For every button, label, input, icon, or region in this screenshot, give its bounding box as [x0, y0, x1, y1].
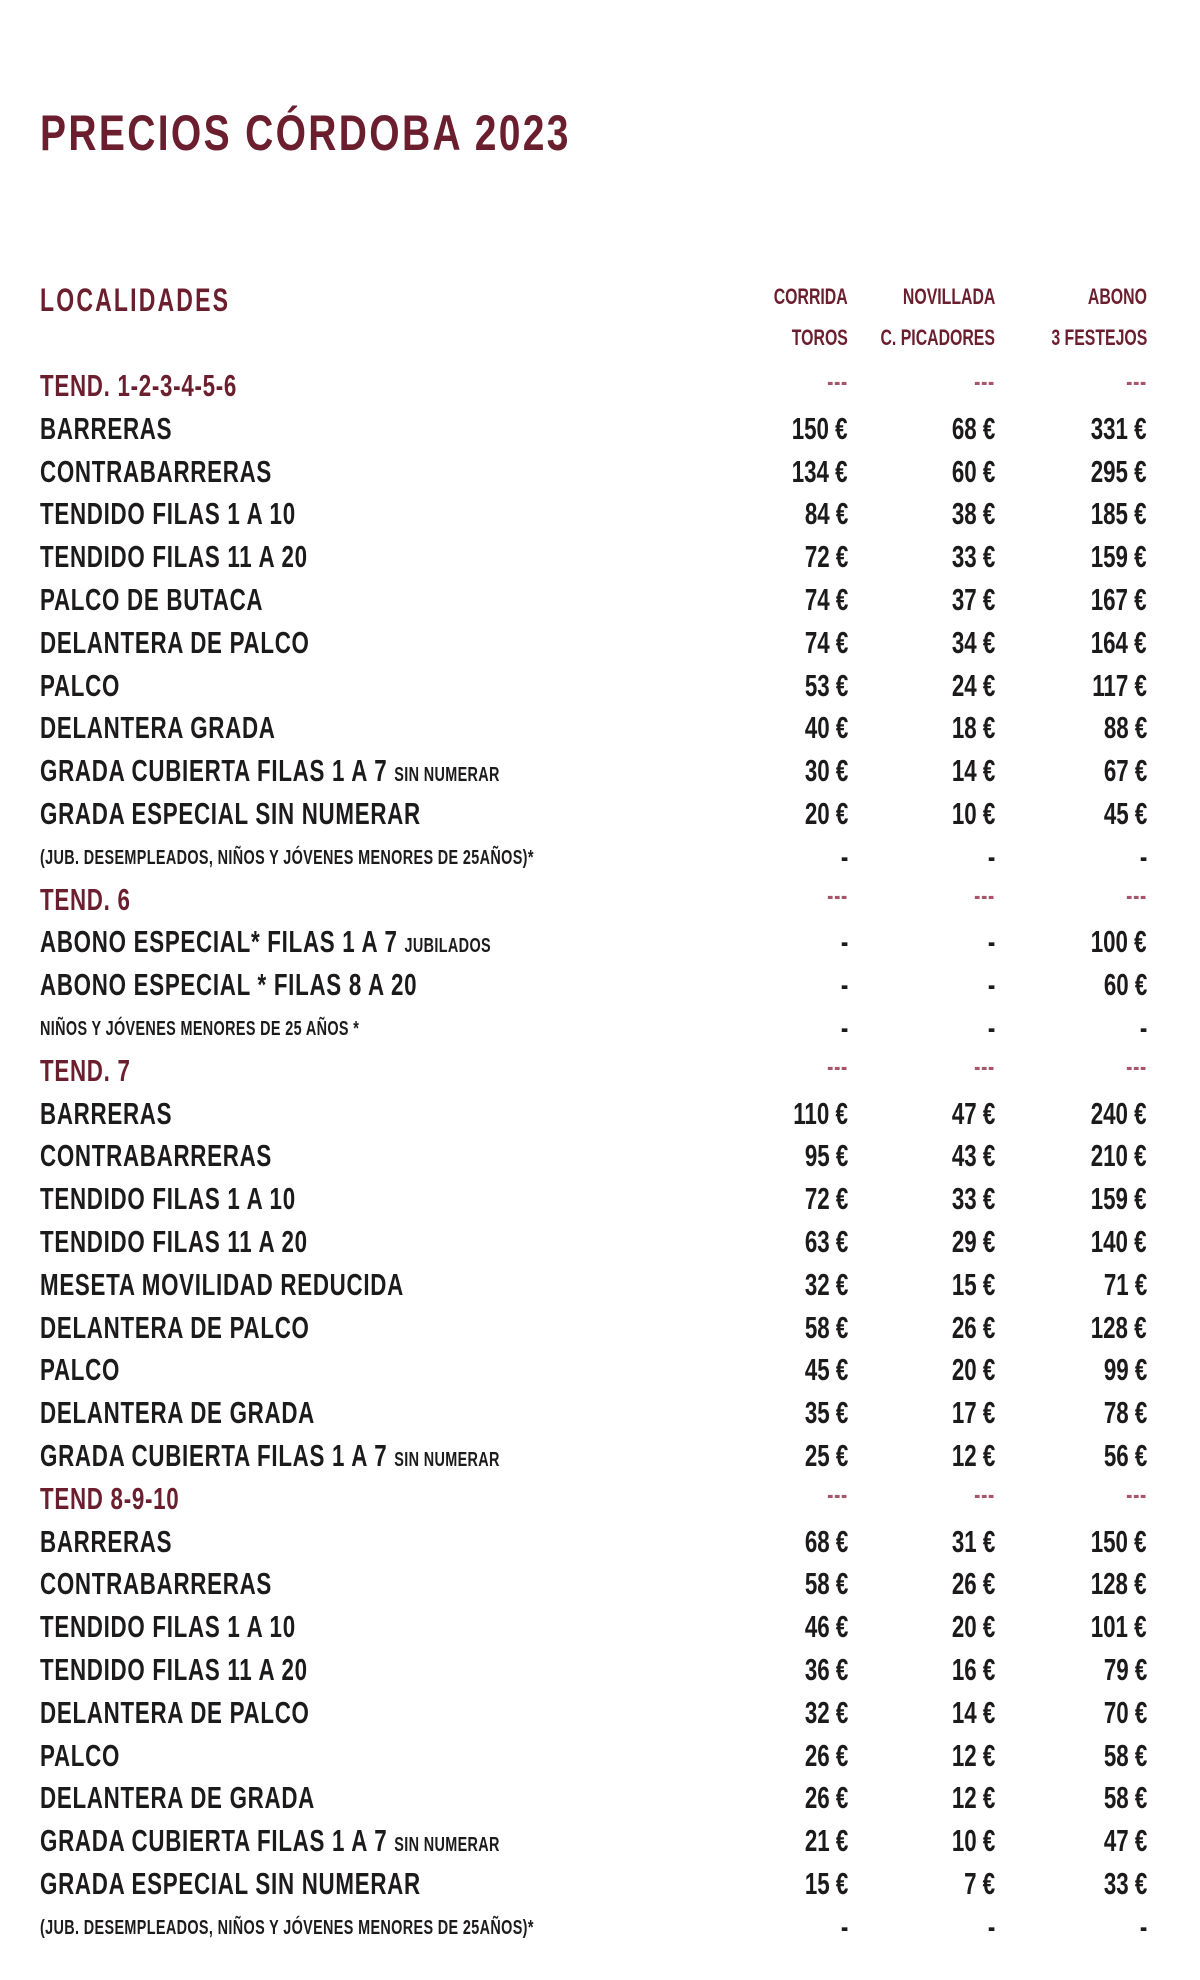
price-corrida-toros: 68 €	[804, 1523, 848, 1559]
price-novillada-picadores: 16 €	[951, 1651, 995, 1687]
seat-label	[40, 1224, 308, 1260]
price-corrida-toros: ---	[827, 1478, 848, 1509]
price-corrida-toros: 134 €	[792, 453, 848, 489]
price-novillada-picadores: 17 €	[951, 1395, 995, 1431]
seat-label-text: NIÑOS Y JÓVENES MENORES DE 25 AÑOS *	[40, 1017, 360, 1040]
price-abono-3-festejos: 150 €	[1091, 1523, 1147, 1559]
price-row	[0, 920, 1200, 963]
price-novillada-picadores: ---	[974, 1050, 995, 1081]
price-corrida-toros: 58 €	[804, 1566, 848, 1602]
seat-label-text: TENDIDO FILAS 11 A 20	[40, 1651, 308, 1687]
seat-label	[40, 967, 417, 1003]
column-header-corrida: CORRIDA	[774, 284, 848, 309]
seat-label-text: PALCO	[40, 1737, 121, 1773]
seat-label	[40, 753, 500, 789]
price-abono-3-festejos: 331 €	[1091, 410, 1147, 446]
note-row	[0, 835, 1200, 878]
seat-label	[40, 1917, 534, 1940]
seat-label-text: ABONO ESPECIAL * FILAS 8 A 20	[40, 967, 418, 1003]
price-abono-3-festejos: 71 €	[1103, 1266, 1147, 1302]
price-row	[0, 1605, 1200, 1648]
seat-label-text: TENDIDO FILAS 11 A 20	[40, 539, 308, 575]
seat-label	[40, 924, 491, 960]
price-corrida-toros: -	[840, 1908, 848, 1944]
seat-label	[40, 1738, 120, 1774]
price-corrida-toros: 74 €	[804, 581, 848, 617]
price-row	[0, 963, 1200, 1006]
price-corrida-toros: ---	[827, 1050, 848, 1081]
price-row	[0, 749, 1200, 792]
section-label	[40, 1481, 179, 1517]
price-abono-3-festejos: 45 €	[1103, 795, 1147, 831]
price-corrida-toros: -	[840, 838, 848, 874]
price-novillada-picadores: -	[987, 924, 995, 960]
price-row	[0, 1862, 1200, 1905]
note-row	[0, 1006, 1200, 1049]
price-corrida-toros: 150 €	[792, 410, 848, 446]
price-novillada-picadores: ---	[974, 1478, 995, 1509]
price-abono-3-festejos: 60 €	[1103, 967, 1147, 1003]
price-row	[0, 1177, 1200, 1220]
price-row	[0, 706, 1200, 749]
seat-label	[40, 1138, 272, 1174]
price-abono-3-festejos: 99 €	[1103, 1352, 1147, 1388]
seat-label	[40, 1524, 172, 1560]
seat-label	[40, 668, 120, 704]
price-row	[0, 792, 1200, 835]
price-novillada-picadores: 38 €	[951, 496, 995, 532]
price-abono-3-festejos: 164 €	[1091, 624, 1147, 660]
price-novillada-picadores: 26 €	[951, 1566, 995, 1602]
price-abono-3-festejos: 159 €	[1091, 1181, 1147, 1217]
seat-label-text: GRADA CUBIERTA FILAS 1 A 7	[40, 753, 395, 789]
price-corrida-toros: 53 €	[804, 667, 848, 703]
price-novillada-picadores: 43 €	[951, 1138, 995, 1174]
price-abono-3-festejos: 78 €	[1103, 1395, 1147, 1431]
price-novillada-picadores: 29 €	[951, 1223, 995, 1259]
seat-label-text: TENDIDO FILAS 1 A 10	[40, 1181, 296, 1217]
price-row	[0, 1434, 1200, 1477]
price-novillada-picadores: 15 €	[951, 1266, 995, 1302]
seat-label-text: PALCO DE BUTACA	[40, 581, 264, 617]
price-corrida-toros: ---	[827, 366, 848, 396]
seat-label-text: CONTRABARRERAS	[40, 1138, 273, 1174]
seat-label-text: DELANTERA DE PALCO	[40, 624, 310, 660]
price-corrida-toros: 110 €	[793, 1095, 848, 1131]
price-novillada-picadores: -	[987, 1009, 995, 1045]
price-abono-3-festejos: 210 €	[1091, 1138, 1147, 1174]
price-corrida-toros: 36 €	[804, 1651, 848, 1687]
seat-label	[40, 1352, 120, 1388]
seat-label	[40, 1652, 308, 1688]
price-abono-3-festejos: -	[1139, 1009, 1147, 1045]
price-abono-3-festejos: 70 €	[1103, 1694, 1147, 1730]
price-corrida-toros: 95 €	[804, 1138, 848, 1174]
price-novillada-picadores: 34 €	[951, 624, 995, 660]
seat-label-qualifier: SIN NUMERAR	[394, 1448, 500, 1471]
price-corrida-toros: 15 €	[804, 1865, 848, 1901]
price-abono-3-festejos: 56 €	[1103, 1437, 1147, 1473]
price-novillada-picadores: 33 €	[951, 1181, 995, 1217]
price-corrida-toros: 35 €	[804, 1395, 848, 1431]
price-abono-3-festejos: 167 €	[1091, 581, 1147, 617]
section-label	[40, 368, 237, 404]
seat-label-text: TENDIDO FILAS 11 A 20	[40, 1223, 308, 1259]
seat-label-text: CONTRABARRERAS	[40, 1566, 273, 1602]
seat-label	[40, 454, 272, 490]
price-corrida-toros: 72 €	[804, 1181, 848, 1217]
price-abono-3-festejos: ---	[1126, 1050, 1147, 1081]
price-row	[0, 1691, 1200, 1734]
price-row	[0, 1776, 1200, 1819]
price-novillada-picadores: 12 €	[951, 1780, 995, 1816]
price-abono-3-festejos: 128 €	[1091, 1309, 1147, 1345]
seat-label-text: GRADA CUBIERTA FILAS 1 A 7	[40, 1823, 395, 1859]
price-row	[0, 1348, 1200, 1391]
price-abono-3-festejos: 67 €	[1103, 753, 1147, 789]
price-novillada-picadores: 14 €	[951, 1694, 995, 1730]
seat-label	[40, 1096, 172, 1132]
seat-label	[40, 496, 296, 532]
price-abono-3-festejos: 128 €	[1091, 1566, 1147, 1602]
price-abono-3-festejos: 240 €	[1091, 1095, 1147, 1131]
section-label	[40, 1053, 131, 1089]
column-header-novillada: NOVILLADA	[902, 284, 995, 309]
price-abono-3-festejos: 58 €	[1103, 1737, 1147, 1773]
price-corrida-toros: 20 €	[804, 795, 848, 831]
seat-label	[40, 1695, 310, 1731]
price-corrida-toros: 21 €	[804, 1823, 848, 1859]
price-novillada-picadores: -	[987, 838, 995, 874]
seat-label-text: ABONO ESPECIAL* FILAS 1 A 7	[40, 924, 405, 960]
seat-label-text: TENDIDO FILAS 1 A 10	[40, 1609, 296, 1645]
price-novillada-picadores: 12 €	[951, 1737, 995, 1773]
section-header-row	[0, 1477, 1200, 1520]
seat-label	[40, 1310, 310, 1346]
seat-label-text: GRADA ESPECIAL SIN NUMERAR	[40, 1865, 421, 1901]
seat-label-text: TEND. 6	[40, 881, 131, 917]
seat-label	[40, 1823, 500, 1859]
section-header-row	[0, 878, 1200, 921]
price-corrida-toros: 32 €	[804, 1694, 848, 1730]
price-novillada-picadores: ---	[974, 879, 995, 910]
price-row	[0, 535, 1200, 578]
price-novillada-picadores: 20 €	[951, 1609, 995, 1645]
seat-label	[40, 1267, 404, 1303]
page-title: PRECIOS CÓRDOBA 2023	[40, 105, 571, 161]
seat-label-text: TENDIDO FILAS 1 A 10	[40, 496, 296, 532]
section-label	[40, 882, 131, 918]
seat-label-text: GRADA CUBIERTA FILAS 1 A 7	[40, 1437, 395, 1473]
price-abono-3-festejos: 33 €	[1103, 1865, 1147, 1901]
price-row	[0, 1134, 1200, 1177]
price-novillada-picadores: 12 €	[951, 1437, 995, 1473]
price-corrida-toros: 45 €	[804, 1352, 848, 1388]
column-subheader-festejos: 3 FESTEJOS	[1051, 325, 1147, 350]
price-abono-3-festejos: 101 €	[1091, 1609, 1147, 1645]
price-abono-3-festejos: 140 €	[1091, 1223, 1147, 1259]
seat-label	[40, 796, 421, 832]
price-corrida-toros: 25 €	[804, 1437, 848, 1473]
price-abono-3-festejos: 159 €	[1091, 539, 1147, 575]
price-row	[0, 1263, 1200, 1306]
price-corrida-toros: 26 €	[804, 1780, 848, 1816]
seat-label-text: PALCO	[40, 667, 121, 703]
price-row	[0, 578, 1200, 621]
price-abono-3-festejos: -	[1139, 1908, 1147, 1944]
price-corrida-toros: 26 €	[804, 1737, 848, 1773]
price-corrida-toros: 46 €	[804, 1609, 848, 1645]
price-row	[0, 1220, 1200, 1263]
seat-label	[40, 539, 308, 575]
seat-label	[40, 411, 172, 447]
price-row	[0, 664, 1200, 707]
price-novillada-picadores: 68 €	[951, 410, 995, 446]
seat-label	[40, 1609, 296, 1645]
price-novillada-picadores: ---	[974, 366, 995, 396]
price-corrida-toros: 72 €	[804, 539, 848, 575]
seat-label	[40, 1566, 272, 1602]
price-novillada-picadores: 47 €	[951, 1095, 995, 1131]
seat-label	[40, 1780, 315, 1816]
seat-label	[40, 1866, 421, 1902]
price-novillada-picadores: 60 €	[951, 453, 995, 489]
price-novillada-picadores: 37 €	[951, 581, 995, 617]
price-novillada-picadores: 7 €	[963, 1865, 995, 1901]
column-subheader-picadores: C. PICADORES	[880, 325, 995, 350]
price-corrida-toros: 74 €	[804, 624, 848, 660]
column-header-abono: ABONO	[1088, 284, 1147, 309]
price-abono-3-festejos: ---	[1126, 879, 1147, 910]
price-row	[0, 1819, 1200, 1862]
price-abono-3-festejos: ---	[1126, 366, 1147, 396]
price-corrida-toros: -	[840, 924, 848, 960]
seat-label-text: CONTRABARRERAS	[40, 453, 273, 489]
price-abono-3-festejos: 79 €	[1103, 1651, 1147, 1687]
price-novillada-picadores: 10 €	[951, 1823, 995, 1859]
section-header-row	[0, 1049, 1200, 1092]
localidades-header: LOCALIDADES	[40, 282, 231, 318]
price-novillada-picadores: 10 €	[951, 795, 995, 831]
price-abono-3-festejos: 100 €	[1091, 924, 1147, 960]
seat-label-text: GRADA ESPECIAL SIN NUMERAR	[40, 795, 421, 831]
seat-label-qualifier: SIN NUMERAR	[394, 764, 500, 787]
price-row	[0, 1734, 1200, 1777]
price-row	[0, 1391, 1200, 1434]
price-abono-3-festejos: 185 €	[1091, 496, 1147, 532]
price-abono-3-festejos: 58 €	[1103, 1780, 1147, 1816]
seat-label-text: TEND. 1-2-3-4-5-6	[40, 368, 238, 403]
seat-label	[40, 710, 276, 746]
seat-label-qualifier: SIN NUMERAR	[394, 1834, 500, 1857]
price-corrida-toros: 32 €	[804, 1266, 848, 1302]
price-novillada-picadores: -	[987, 967, 995, 1003]
price-novillada-picadores: 18 €	[951, 710, 995, 746]
price-row	[0, 450, 1200, 493]
seat-label	[40, 1395, 315, 1431]
price-abono-3-festejos: -	[1139, 838, 1147, 874]
price-abono-3-festejos: 295 €	[1091, 453, 1147, 489]
seat-label-text: BARRERAS	[40, 1095, 173, 1131]
section-header-row	[0, 364, 1200, 407]
seat-label-qualifier: JUBILADOS	[404, 935, 491, 958]
seat-label-text: (JUB. DESEMPLEADOS, NIÑOS Y JÓVENES MENORES DE 25AÑOS)*	[40, 1916, 534, 1939]
seat-label-text: DELANTERA GRADA	[40, 710, 276, 746]
price-abono-3-festejos: ---	[1126, 1478, 1147, 1509]
price-row	[0, 1562, 1200, 1605]
price-table	[0, 364, 1200, 1947]
price-corrida-toros: ---	[827, 879, 848, 910]
price-corrida-toros: 30 €	[804, 753, 848, 789]
seat-label	[40, 847, 534, 870]
seat-label	[40, 1181, 296, 1217]
price-corrida-toros: -	[840, 1009, 848, 1045]
price-novillada-picadores: 31 €	[951, 1523, 995, 1559]
price-abono-3-festejos: 88 €	[1103, 710, 1147, 746]
price-novillada-picadores: 14 €	[951, 753, 995, 789]
column-subheader-toros: TOROS	[791, 325, 848, 350]
seat-label-text: TEND 8-9-10	[40, 1480, 180, 1516]
price-row	[0, 1092, 1200, 1135]
seat-label-text: DELANTERA DE PALCO	[40, 1309, 310, 1345]
price-corrida-toros: 63 €	[804, 1223, 848, 1259]
price-row	[0, 621, 1200, 664]
price-novillada-picadores: -	[987, 1908, 995, 1944]
price-row	[0, 1306, 1200, 1349]
seat-label-text: PALCO	[40, 1352, 121, 1388]
price-novillada-picadores: 26 €	[951, 1309, 995, 1345]
price-novillada-picadores: 20 €	[951, 1352, 995, 1388]
price-corrida-toros: -	[840, 967, 848, 1003]
price-row	[0, 407, 1200, 450]
seat-label-text: BARRERAS	[40, 410, 173, 446]
seat-label-text: TEND. 7	[40, 1052, 131, 1088]
price-corrida-toros: 84 €	[804, 496, 848, 532]
seat-label-text: DELANTERA DE PALCO	[40, 1694, 310, 1730]
seat-label-text: DELANTERA DE GRADA	[40, 1780, 316, 1816]
seat-label-text: BARRERAS	[40, 1523, 173, 1559]
seat-label	[40, 1018, 359, 1041]
price-abono-3-festejos: 47 €	[1103, 1823, 1147, 1859]
seat-label	[40, 625, 310, 661]
seat-label-text: (JUB. DESEMPLEADOS, NIÑOS Y JÓVENES MENORES DE 25AÑOS)*	[40, 846, 534, 869]
price-row	[0, 1648, 1200, 1691]
price-corrida-toros: 40 €	[804, 710, 848, 746]
price-corrida-toros: 58 €	[804, 1309, 848, 1345]
seat-label	[40, 1438, 500, 1474]
price-novillada-picadores: 24 €	[951, 667, 995, 703]
price-abono-3-festejos: 117 €	[1092, 667, 1147, 703]
price-novillada-picadores: 33 €	[951, 539, 995, 575]
seat-label-text: MESETA MOVILIDAD REDUCIDA	[40, 1266, 404, 1302]
price-row	[0, 1520, 1200, 1563]
seat-label-text: DELANTERA DE GRADA	[40, 1395, 316, 1431]
price-row	[0, 492, 1200, 535]
seat-label	[40, 582, 263, 618]
note-row	[0, 1905, 1200, 1948]
